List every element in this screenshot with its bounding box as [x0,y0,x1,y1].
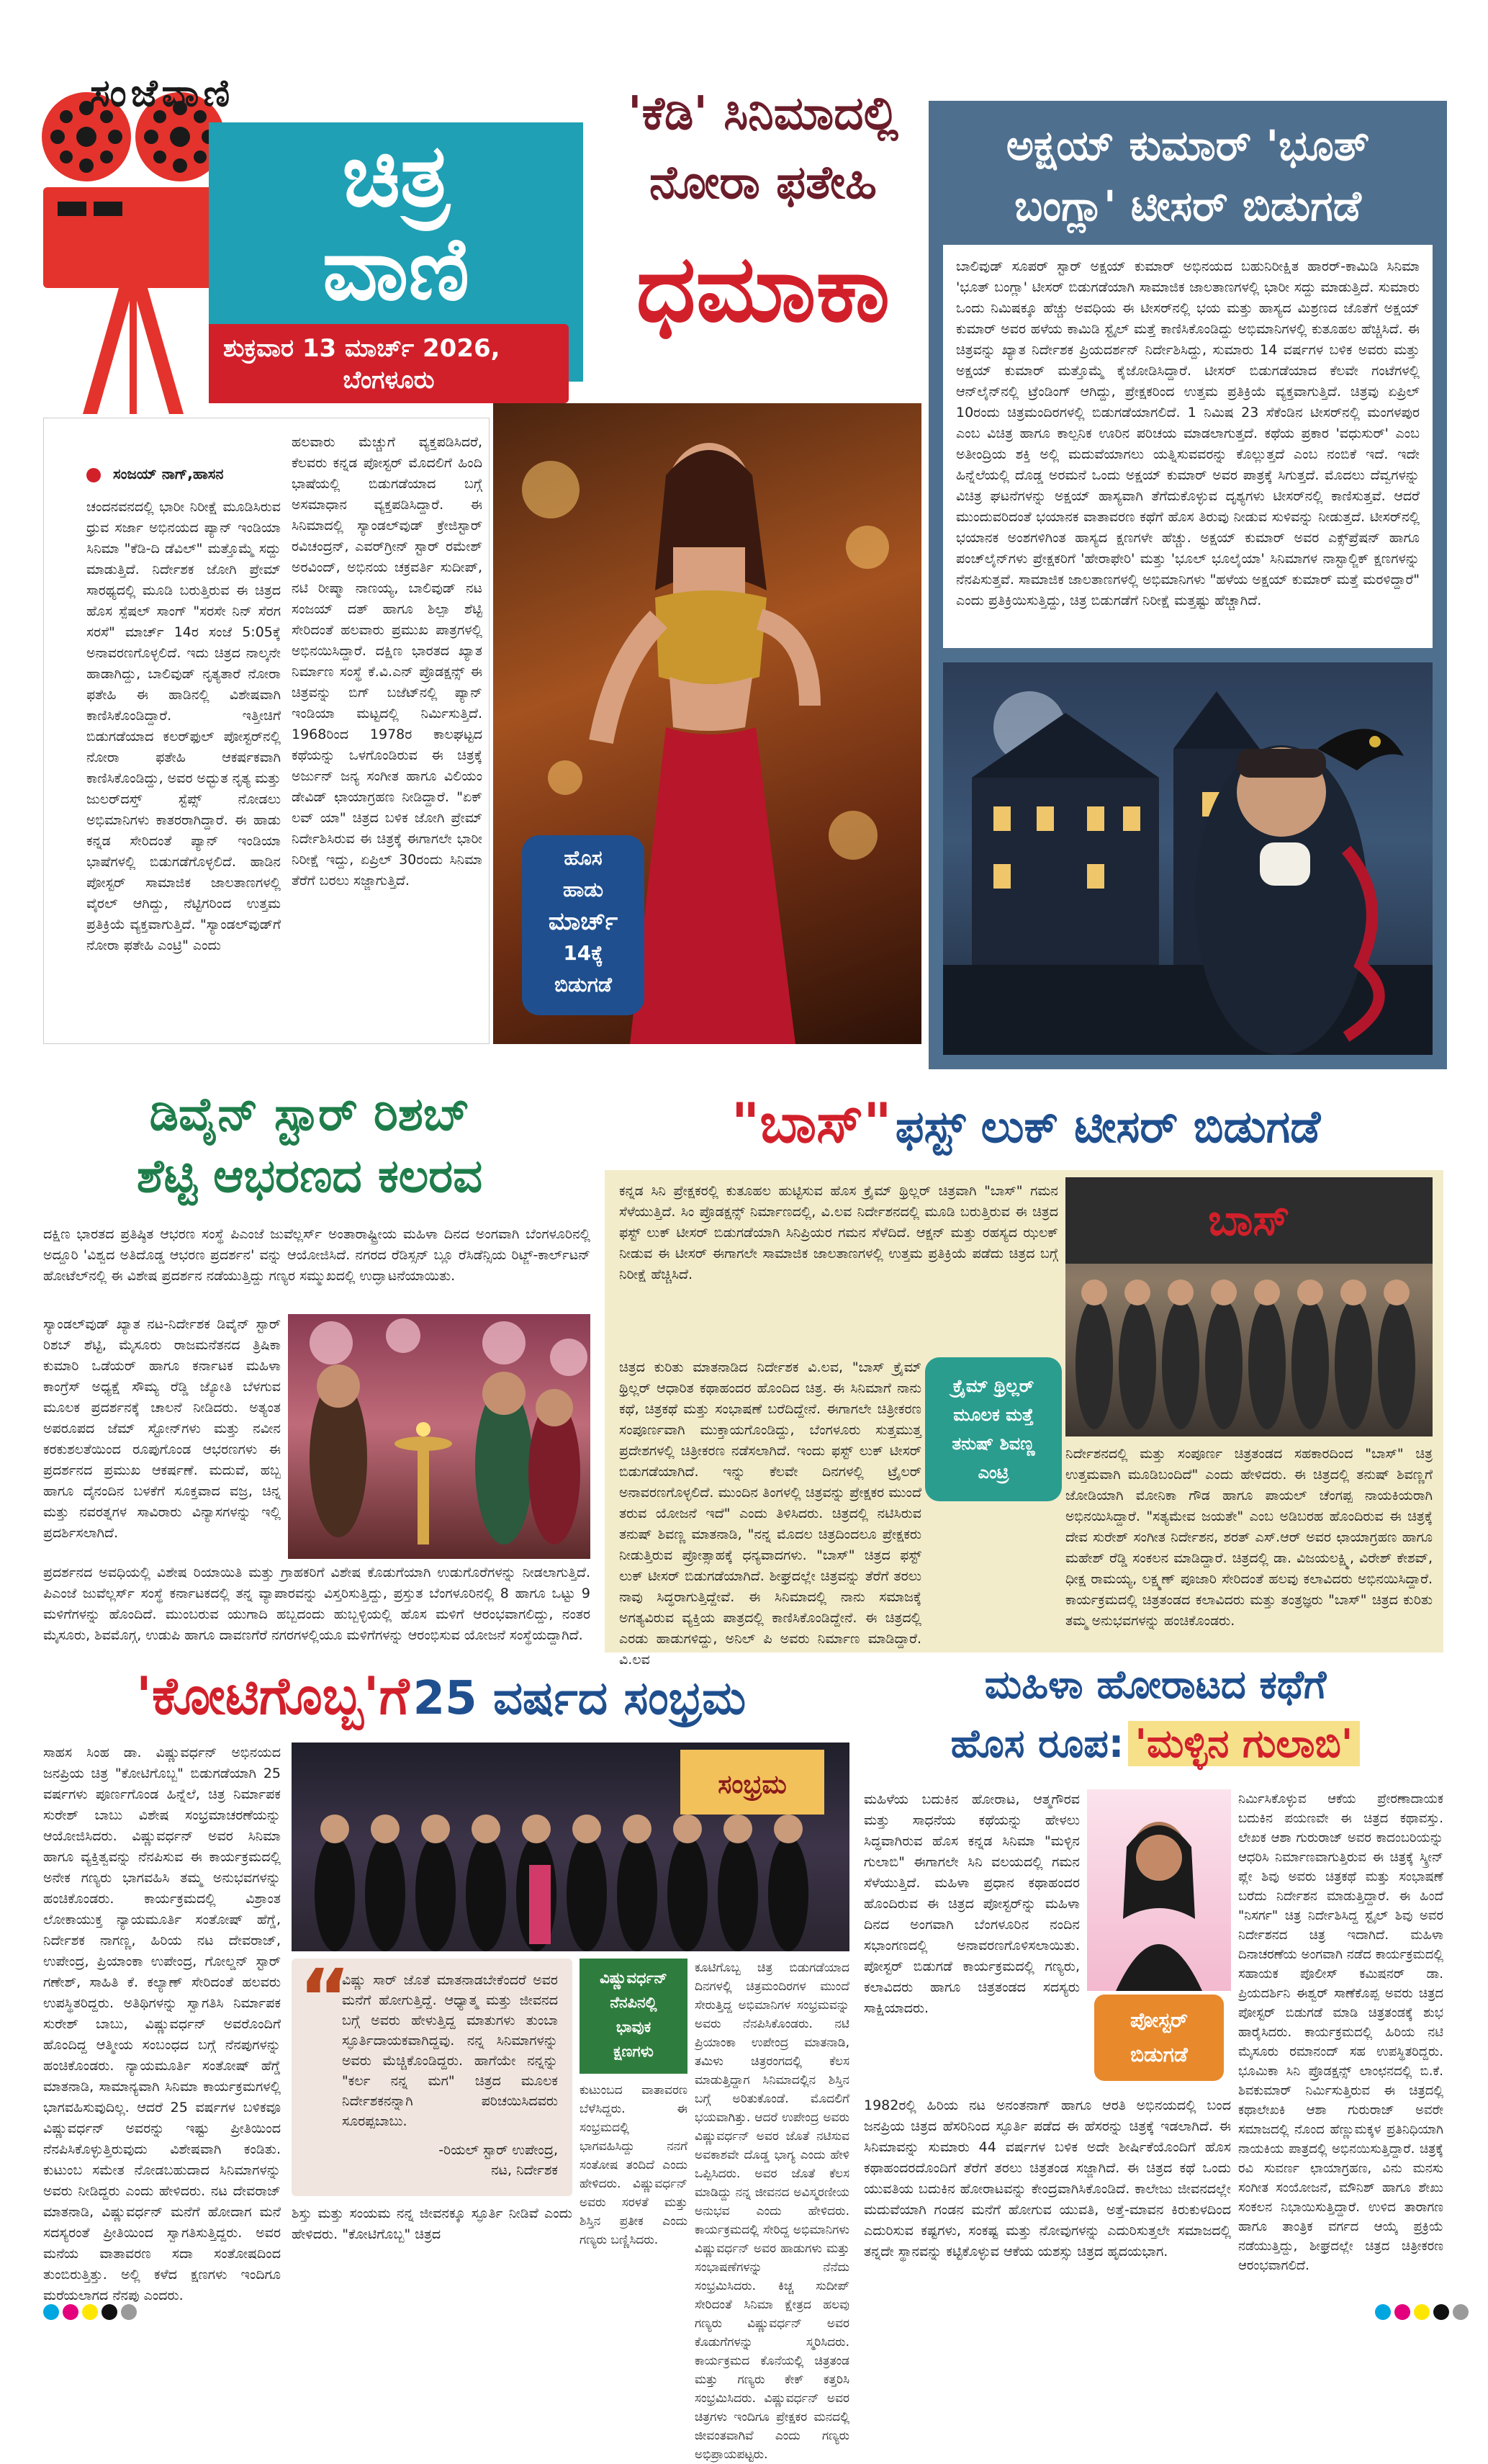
color-bar-left [43,2304,202,2321]
koti-column-end: ಶಿಸ್ತು ಮತ್ತು ಸಂಯಮ ನನ್ನ ಜೀವನಕ್ಕೂ ಸ್ಫೂರ್ತಿ ನೀಡಿವೆ ಎಂದು ಹೇಳಿದರು. "ಕೋಟಿಗೊಬ್ಬ" ಚಿತ್ರದ [292,2206,572,2242]
nora-badge-line2: ಹಾಡು [562,878,604,901]
rishab-article [22,1084,598,1653]
rishab-title-line1: ಡಿವೈನ್ ಸ್ಟಾರ್ ರಿಶಬ್ [149,1088,470,1141]
nora-column-2: ಹಲವಾರು ಮೆಚ್ಚುಗೆ ವ್ಯಕ್ತಪಡಿಸಿದರೆ, ಕೆಲವರು ಕನ್ನಡ ಪೋಸ್ಟರ್ ಮೊದಲಿಗೆ ಹಿಂದಿ ಭಾಷೆಯಲ್ಲಿ ಬಿಡುಗಡೆಯಾದ ಬಗ್ಗೆ ಅಸಮಾಧಾನ ವ್ಯಕ್ತಪಡಿಸಿದ್ದಾರೆ. ಈ ಸಿನಿಮಾದಲ್ಲಿ ಸ್ಯಾಂಡಲ್‌ವುಡ್ ಕ್ರೇಜಿಸ್ಟಾರ್ ರವಿಚಂದ್ರನ್, ಎವರ್‌ಗ್ರೀನ್ ಸ್ಟಾರ್ ರಮೇಶ್ ಅರವಿಂದ್, ಅಭಿನಯ ಚಕ್ರವರ್ತಿ ಸುದೀಪ್, ನಟಿ ರೀಷ್ಮಾ ನಾಣಯ್ಯ, ಬಾಲಿವುಡ್ ನಟ ಸಂಜಯ್ ದತ್ ಹಾಗೂ ಶಿಲ್ಪಾ ಶೆಟ್ಟಿ ಸೇರಿದಂತೆ ಹಲವಾರು ಪ್ರಮುಖ ಪಾತ್ರಗಳಲ್ಲಿ ಅಭಿನಯಿಸಿದ್ದಾರೆ. ದಕ್ಷಿಣ ಭಾರತದ ಖ್ಯಾತ ನಿರ್ಮಾಣ ಸಂಸ್ಥೆ ಕೆ.ವಿ.ಎನ್ ಪ್ರೊಡಕ್ಷನ್ಸ್ ಈ ಚಿತ್ರವನ್ನು ಬಿಗ್ ಬಜೆಟ್‌ನಲ್ಲಿ ಪ್ಯಾನ್ ಇಂಡಿಯಾ ಮಟ್ಟದಲ್ಲಿ ನಿರ್ಮಿಸುತ್ತಿದೆ. 1968ರಿಂದ 1978ರ ಕಾಲಘಟ್ಟದ ಕಥೆಯನ್ನು ಒಳಗೊಂಡಿರುವ ಈ ಚಿತ್ರಕ್ಕೆ ಅರ್ಜುನ್ ಜನ್ಯ ಸಂಗೀತ ಹಾಗೂ ವಿಲಿಯಂ ಡೇವಿಡ್ ಛಾಯಾಗ್ರಹಣ ನೀಡಿದ್ದಾರೆ. "ಏಕ್ ಲವ್ ಯಾ" ಚಿತ್ರದ ಬಳಿಕ ಜೋಗಿ ಪ್ರೇಮ್ ನಿರ್ದೇಶಿಸಿರುವ ಈ ಚಿತ್ರಕ್ಕೆ ಈಗಾಗಲೇ ಭಾರೀ ನಿರೀಕ್ಷೆ ಇದ್ದು, ಏಪ್ರಿಲ್ 30ರಂದು ಸಿನಿಮಾ ತೆರೆಗೆ ಬರಲು ಸಜ್ಜಾಗುತ್ತಿದೆ. [292,434,482,889]
black-swatch [1433,2304,1449,2320]
grey-swatch [121,2304,137,2320]
nora-article [43,418,921,1066]
boss-text-left: ಚಿತ್ರದ ಕುರಿತು ಮಾತನಾಡಿದ ನಿರ್ದೇಶಕ ವಿ.ಲವ, "ಬಾಸ್ ಕ್ರೈಮ್ ಥ್ರಿಲ್ಲರ್ ಆಧಾರಿತ ಕಥಾಹಂದರ ಹೊಂದಿದ ಚಿತ್ರ. ಈ ಸಿನಿಮಾಗೆ ನಾನು ಕಥೆ, ಚಿತ್ರಕಥೆ ಮತ್ತು ಸಂಭಾಷಣೆ ಬರೆದಿದ್ದೇನೆ. ಈಗಾಗಲೇ ಚಿತ್ರೀಕರಣ ಸಂಪೂರ್ಣವಾಗಿ ಮುಕ್ತಾಯಗೊಂಡಿದ್ದು, ಬೆಂಗಳೂರು ಸುತ್ತಮುತ್ತ ಪ್ರದೇಶಗಳಲ್ಲಿ ಚಿತ್ರೀಕರಣ ನಡೆಸಲಾಗಿದೆ. ಇಂದು ಫಸ್ಟ್ ಲುಕ್ ಟೀಸರ್ ಬಿಡುಗಡೆಯಾಗಿದೆ. ಇನ್ನು ಕೆಲವೇ ದಿನಗಳಲ್ಲಿ ಟ್ರೈಲರ್ ಅನಾವರಣಗೊಳ್ಳಲಿದೆ. ಮುಂದಿನ ತಿಂಗಳಲ್ಲಿ ಚಿತ್ರವನ್ನು ಪ್ರೇಕ್ಷಕರ ಮುಂದೆ ತರುವ ಯೋಜನೆ ಇದೆ" ಎಂದು ತಿಳಿಸಿದರು. ಚಿತ್ರದಲ್ಲಿ ನಟಿಸಿರುವ ತನುಷ್ ಶಿವಣ್ಣ ಮಾತನಾಡಿ, "ನನ್ನ ಮೊದಲ ಚಿತ್ರದಿಂದಲೂ ಪ್ರೇಕ್ಷಕರು ನೀಡುತ್ತಿರುವ ಪ್ರೋತ್ಸಾಹಕ್ಕೆ ಧನ್ಯವಾದಗಳು. "ಬಾಸ್" ಚಿತ್ರದ ಫಸ್ಟ್ ಲುಕ್ ಟೀಸರ್ ಬಿಡುಗಡೆಯಾಗಿದೆ. ಶೀಘ್ರದಲ್ಲೇ ಚಿತ್ರವನ್ನು ತೆರೆಗೆ ತರಲು ನಾವು ಸಿದ್ಧರಾಗುತ್ತಿದ್ದೇವೆ. ಈ ಸಿನಿಮಾದಲ್ಲಿ ನಾನು ಸಮಾಜಕ್ಕೆ ಅಗತ್ಯವಿರುವ ವ್ಯಕ್ತಿಯ ಪಾತ್ರದಲ್ಲಿ ಕಾಣಿಸಿಕೊಂಡಿದ್ದೇನೆ. ಈ ಚಿತ್ರದಲ್ಲಿ ಎರಡು ಹಾಡುಗಳಿದ್ದು, ಅನಿಲ್ ಪಿ ಅವರು ನಿರ್ಮಾಣ ಮಾಡಿದ್ದಾರೆ. ವಿ.ಲವ [619,1359,921,1668]
rishab-title-line2: ಶೆಟ್ಟಿ ಆಭರಣದ ಕಲರವ [136,1150,483,1203]
mallige-badge-line2: ಬಿಡುಗಡೆ [1130,2043,1188,2067]
koti-badge-line2: ನೆನಪಿನಲ್ಲಿ [610,1994,657,2011]
yellow-swatch [1414,2304,1430,2320]
boss-text-top: ಕನ್ನಡ ಸಿನಿ ಪ್ರೇಕ್ಷಕರಲ್ಲಿ ಕುತೂಹಲ ಹುಟ್ಟಿಸುವ ಹೊಸ ಕ್ರೈಮ್ ಥ್ರಿಲ್ಲರ್ ಚಿತ್ರವಾಗಿ "ಬಾಸ್" ಗಮನ ಸೆಳೆಯುತ್ತಿದೆ. ಸಿಂ ಪ್ರೊಡಕ್ಷನ್ಸ್ ನಿರ್ಮಾಣದಲ್ಲಿ, ವಿ.ಲವ ನಿರ್ದೇಶನದಲ್ಲಿ ಮೂಡಿ ಬರುತ್ತಿರುವ ಈ ಚಿತ್ರದ ಫಸ್ಟ್ ಲುಕ್ ಟೀಸರ್ ಬಿಡುಗಡೆಯಾಗಿ ಸಿನಿಪ್ರಿಯರ ಗಮನ ಸೆಳೆದಿದೆ. ಆಕ್ಷನ್ ಮತ್ತು ರಹಸ್ಯದ ಝಲಕ್ ನೀಡುವ ಈ ಟೀಸರ್ ಈಗಾಗಲೇ ಸಾಮಾಜಿಕ ಜಾಲತಾಣಗಳಲ್ಲಿ ಉತ್ತಮ ಪ್ರತಿಕ್ರಿಯೆ ಪಡೆದು ಚಿತ್ರದ ಬಗ್ಗೆ ನಿರೀಕ್ಷೆ ಹೆಚ್ಚಿಸಿದೆ. [619,1183,1058,1282]
akshay-title-line2: ಬಂಗ್ಲಾ' ಟೀಸರ್ ಬಿಡುಗಡೆ [1014,181,1361,230]
grey-swatch [1453,2304,1469,2320]
masthead [29,72,605,418]
nora-column-1: ಚಂದನವನದಲ್ಲಿ ಭಾರೀ ನಿರೀಕ್ಷೆ ಮೂಡಿಸಿರುವ ಧ್ರುವ ಸರ್ಜಾ ಅಭಿನಯದ ಪ್ಯಾನ್ ಇಂಡಿಯಾ ಸಿನಿಮಾ "ಕೆಡಿ-ದಿ ಡೆವಿಲ್" ಮತ್ತೊಮ್ಮೆ ಸದ್ದು ಮಾಡುತ್ತಿದೆ. ನಿರ್ದೇಶಕ ಜೋಗಿ ಪ್ರೇಮ್ ಸಾರಥ್ಯದಲ್ಲಿ ಮೂಡಿ ಬರುತ್ತಿರುವ ಈ ಚಿತ್ರದ ಹೊಸ ಸ್ಪೆಷಲ್ ಸಾಂಗ್ "ಸರಸೇ ನಿನ್ ಸೆರಗ ಸರಸೆ" ಮಾರ್ಚ್ 14ರ ಸಂಜೆ 5:05ಕ್ಕೆ ಅನಾವರಣಗೊಳ್ಳಲಿದೆ. ಇದು ಚಿತ್ರದ ನಾಲ್ಕನೇ ಹಾಡಾಗಿದ್ದು, ಬಾಲಿವುಡ್ ನೃತ್ಯತಾರೆ ನೋರಾ ಫತೇಹಿ ಈ ಹಾಡಿನಲ್ಲಿ ವಿಶೇಷವಾಗಿ ಕಾಣಿಸಿಕೊಂಡಿದ್ದಾರೆ. ಇತ್ತೀಚಿಗೆ ಬಿಡುಗಡೆಯಾದ ಕಲರ್‌ಫುಲ್ ಪೋಸ್ಟರ್‌ನಲ್ಲಿ ನೋರಾ ಫತೇಹಿ ಆಕರ್ಷಕವಾಗಿ ಕಾಣಿಸಿಕೊಂಡಿದ್ದು, ಅವರ ಅದ್ಭುತ ನೃತ್ಯ ಮತ್ತು ಜುಲರ್‌ದಸ್ತ್ ಸ್ಟೆಪ್ಸ್ ನೋಡಲು ಅಭಿಮಾನಿಗಳು ಕಾತರರಾಗಿದ್ದಾರೆ. ಈ ಹಾಡು ಕನ್ನಡ ಸೇರಿದಂತೆ ಪ್ಯಾನ್ ಇಂಡಿಯಾ ಭಾಷೆಗಳಲ್ಲಿ ಬಿಡುಗಡೆಗೊಳ್ಳಲಿದೆ. ಹಾಡಿನ ಪೋಸ್ಟರ್ ಸಾಮಾಜಿಕ ಜಾಲತಾಣಗಳಲ್ಲಿ ವೈರಲ್ ಆಗಿದ್ದು, ನೆಟ್ಟಿಗರಿಂದ ಉತ್ತಮ ಪ್ರತಿಕ್ರಿಯೆ ವ್ಯಕ್ತವಾಗುತ್ತಿದೆ. "ಸ್ಯಾಂಡಲ್‌ವುಡ್‌ಗೆ ನೋರಾ ಫತೇಹಿ ಎಂಟ್ರಿ" ಎಂದು [86,499,281,953]
boss-title [605,1084,1447,1163]
nora-title-line3: ಧಮಾಕಾ [636,235,890,343]
koti-event-photo [292,1743,849,1951]
koti-column-1: ಸಾಹಸ ಸಿಂಹ ಡಾ. ವಿಷ್ಣುವರ್ಧನ್ ಅಭಿನಯದ ಜನಪ್ರಿಯ ಚಿತ್ರ "ಕೋಟಿಗೊಬ್ಬ" ಬಿಡುಗಡೆಯಾಗಿ 25 ವರ್ಷಗಳು ಪೂರ್ಣಗೊಂಡ ಹಿನ್ನೆಲೆ, ಚಿತ್ರ ನಿರ್ಮಾಪಕ ಸುರೇಶ್ ಬಾಬು ವಿಶೇಷ ಸಂಭ್ರಮಾಚರಣೆಯನ್ನು ಆಯೋಜಿಸಿದರು. ವಿಷ್ಣುವರ್ಧನ್ ಅವರ ಸಿನಿಮಾ ಹಾಗೂ ವ್ಯಕ್ತಿತ್ವವನ್ನು ನೆನಪಿಸುವ ಈ ಕಾರ್ಯಕ್ರಮದಲ್ಲಿ ಅನೇಕ ಗಣ್ಯರು ಭಾಗವಹಿಸಿ ತಮ್ಮ ಅನುಭವಗಳನ್ನು ಹಂಚಿಕೊಂಡರು. ಕಾರ್ಯಕ್ರಮದಲ್ಲಿ ವಿಶ್ರಾಂತ ಲೋಕಾಯುಕ್ತ ನ್ಯಾಯಮೂರ್ತಿ ಸಂತೋಷ್ ಹೆಗ್ಡೆ, ನಿರ್ದೇಶಕ ನಾಗಣ್ಣ, ಹಿರಿಯ ನಟ ದೇವರಾಜ್, ಉಪೇಂದ್ರ, ಪ್ರಿಯಾಂಕಾ ಉಪೇಂದ್ರ, ಗೋಲ್ಡನ್ ಸ್ಟಾರ್ ಗಣೇಶ್, ಸಾಹಿತಿ ಕೆ. ಕಲ್ಯಾಣ್ ಸೇರಿದಂತೆ ಹಲವರು ಉಪಸ್ಥಿತರಿದ್ದರು. ಅತಿಥಿಗಳನ್ನು ಸ್ವಾಗತಿಸಿ ನಿರ್ಮಾಪಕ ಸುರೇಶ್ ಬಾಬು, ವಿಷ್ಣುವರ್ಧನ್ ಅವರೊಂದಿಗೆ ಹೊಂದಿದ್ದ ಆತ್ಮೀಯ ಸಂಬಂಧದ ಬಗ್ಗೆ ನೆನಪುಗಳನ್ನು ಹಂಚಿಕೊಂಡರು. ನ್ಯಾಯಮೂರ್ತಿ ಸಂತೋಷ್ ಹೆಗ್ಡೆ ಮಾತನಾಡಿ, ಸಾಮಾನ್ಯವಾಗಿ ಸಿನಿಮಾ ಕಾರ್ಯಕ್ರಮಗಳಲ್ಲಿ ಭಾಗವಹಿಸುವುದಿಲ್ಲ. ಆದರೆ 25 ವರ್ಷಗಳ ಬಳಿಕವೂ ವಿಷ್ಣುವರ್ಧನ್ ಅವರನ್ನು ಇಷ್ಟು ಪ್ರೀತಿಯಿಂದ ನೆನಪಿಸಿಕೊಳ್ಳುತ್ತಿರುವುದು ವಿಶೇಷವಾಗಿ ಕಂಡಿತು. ಕುಟುಂಬ ಸಮೇತ ನೋಡಬಹುದಾದ ಸಿನಿಮಾಗಳನ್ನು ಅವರು ನೀಡಿದ್ದರು ಎಂದು ಹೇಳಿದರು. ನಟ ದೇವರಾಜ್ ಮಾತನಾಡಿ, ವಿಷ್ಣುವರ್ಧನ್ ಮನೆಗೆ ಹೋದಾಗ ಮನೆ ಸದಸ್ಯರಂತೆ ಪ್ರೀತಿಯಿಂದ ಸ್ವಾಗತಿಸುತ್ತಿದ್ದರು. ಅವರ ಮನೆಯ ವಾತಾವರಣ ಸದಾ ಸಂತೋಷದಿಂದ ತುಂಬಿರುತ್ತಿತ್ತು. ಅಲ್ಲಿ ಕಳೆದ ಕ್ಷಣಗಳು ಇಂದಿಗೂ ಮರೆಯಲಾಗದ ನೆನಪು ಎಂದರು. [43,1745,281,2303]
byline-dot-icon [86,468,101,482]
koti-title [22,1656,860,1735]
rishab-text-bottom: ಪ್ರದರ್ಶನದ ಅವಧಿಯಲ್ಲಿ ವಿಶೇಷ ರಿಯಾಯಿತಿ ಮತ್ತು ಗ್ರಾಹಕರಿಗೆ ವಿಶೇಷ ಕೊಡುಗೆಯಾಗಿ ಉಡುಗೊರೆಗಳನ್ನು ನೀಡಲಾಗುತ್ತಿದೆ. ಪಿಎಂಜೆ ಜುವೆಲ್ಲರ್ಸ್ ಸಂಸ್ಥೆ ಕರ್ನಾಟಕದಲ್ಲಿ ತನ್ನ ವ್ಯಾಪಾರವನ್ನು ವಿಸ್ತರಿಸುತ್ತಿದ್ದು, ಪ್ರಸ್ತುತ ಬೆಂಗಳೂರಿನಲ್ಲಿ 8 ಹಾಗೂ ಒಟ್ಟು 9 ಮಳಿಗೆಗಳನ್ನು ಹೊಂದಿದೆ. ಮುಂಬರುವ ಯುಗಾದಿ ಹಬ್ಬದಂದು ಹುಬ್ಬಳ್ಳಿಯಲ್ಲಿ ಹೊಸ ಮಳಿಗೆ ಆರಂಭವಾಗಲಿದ್ದು, ನಂತರ ಮೈಸೂರು, ಶಿವಮೊಗ್ಗ, ಉಡುಪಿ ಹಾಗೂ ದಾವಣಗೆರೆ ನಗರಗಳಲ್ಲಿಯೂ ಮಳಿಗೆಗಳನ್ನು ಆರಂಭಿಸುವ ಯೋಜನೆ ಸಂಸ್ಥೆಯದ್ದಾಗಿದೆ. [43,1565,590,1643]
cyan-swatch [43,2304,59,2320]
magenta-swatch [1394,2304,1410,2320]
rishab-text-left: ಸ್ಯಾಂಡಲ್‌ವುಡ್ ಖ್ಯಾತ ನಟ-ನಿರ್ದೇಶಕ ಡಿವೈನ್ ಸ್ಟಾರ್ ರಿಶಬ್ ಶೆಟ್ಟಿ, ಮೈಸೂರು ರಾಜಮನೆತನದ ತ್ರಿಷಿಕಾ ಕುಮಾರಿ ಒಡೆಯರ್ ಹಾಗೂ ಕರ್ನಾಟಕ ಮಹಿಳಾ ಕಾಂಗ್ರೆಸ್ ಅಧ್ಯಕ್ಷೆ ಸೌಮ್ಯ ರೆಡ್ಡಿ ಜ್ಯೋತಿ ಬೆಳಗುವ ಮೂಲಕ ಪ್ರದರ್ಶನಕ್ಕೆ ಚಾಲನೆ ನೀಡಿದರು. ಅತ್ಯಂತ ಅಪರೂಪದ ಜೆಮ್ ಸ್ಟೋನ್‌ಗಳು ಮತ್ತು ನವೀನ ಕರಕುಶಲತೆಯಿಂದ ರೂಪುಗೊಂಡ ಆಭರಣಗಳು ಈ ಪ್ರದರ್ಶನದ ಪ್ರಮುಖ ಆಕರ್ಷಣೆ. ಮದುವೆ, ಹಬ್ಬ ಹಾಗೂ ದೈನಂದಿನ ಬಳಕೆಗೆ ಸೂಕ್ತವಾದ ವಜ್ರ, ಚಿನ್ನ ಮತ್ತು ನವರತ್ನಗಳ ಸಾವಿರಾರು ವಿನ್ಯಾಸಗಳನ್ನು ಇಲ್ಲಿ ಪ್ರದರ್ಶಿಸಲಾಗಿದೆ. [43,1316,281,1541]
lamp-lighting-icon [288,1314,590,1559]
group-people-icon [1065,1177,1433,1436]
brand-logo: ಸಂಜೆವಾಣಿ [90,72,235,115]
nora-title-line1: 'ಕೆಡಿ' ಸಿನಿಮಾದಲ್ಲಿ [628,87,898,140]
boss-article [605,1084,1447,1668]
nora-badge-line3: ಮಾರ್ಚ್ [548,907,618,936]
rishab-text-top: ದಕ್ಷಿಣ ಭಾರತದ ಪ್ರತಿಷ್ಠಿತ ಆಭರಣ ಸಂಸ್ಥೆ ಪಿಎಂಜೆ ಜುವೆಲ್ಲರ್ಸ್ ಅಂತಾರಾಷ್ಟ್ರೀಯ ಮಹಿಳಾ ದಿನದ ಅಂಗವಾಗಿ ಬೆಂಗಳೂರಿನಲ್ಲಿ ಅದ್ದೂರಿ 'ವಿಶ್ವದ ಅತಿದೊಡ್ಡ ಆಭರಣ ಪ್ರದರ್ಶನ' ವನ್ನು ಆಯೋಜಿಸಿದೆ. ನಗರದ ರೆಡಿಸ್ಸನ್ ಬ್ಲೂ ರೆಸಿಡೆನ್ಸಿಯ ರಿಟ್ಜ್-ಕಾರ್ಲ್‌ಟನ್ ಹೋಟೆಲ್‌ನಲ್ಲಿ ಈ ವಿಶೇಷ ಪ್ರದರ್ಶನ ನಡೆಯುತ್ತಿದ್ದು ಗಣ್ಯರ ಸಮ್ಮುಖದಲ್ಲಿ ಉದ್ಘಾಟನೆಯಾಯಿತು. [43,1226,590,1284]
mallige-column-1-bottom: 1982ರಲ್ಲಿ ಹಿರಿಯ ನಟ ಅನಂತನಾಗ್ ಹಾಗೂ ಆರತಿ ಅಭಿನಯದಲ್ಲಿ ಬಂದ ಜನಪ್ರಿಯ ಚಿತ್ರದ ಹೆಸರಿನಿಂದ ಸ್ಫೂರ್ತಿ ಪಡೆದ ಈ ಹೆಸರನ್ನು ಚಿತ್ರಕ್ಕೆ ಇಡಲಾಗಿದೆ. ಈ ಸಿನಿಮಾವನ್ನು ಸುಮಾರು 44 ವರ್ಷಗಳ ಬಳಿಕ ಅದೇ ಶೀರ್ಷಿಕೆಯೊಂದಿಗೆ ಹೊಸ ಕಥಾಹಂದರದೊಂದಿಗೆ ತೆರೆಗೆ ತರಲು ಚಿತ್ರತಂಡ ಸಜ್ಜಾಗಿದೆ. ಈ ಚಿತ್ರದ ಕಥೆ ಒಂದು ಯುವತಿಯ ಬದುಕಿನ ಹೋರಾಟವನ್ನು ಕೇಂದ್ರವಾಗಿಸಿಕೊಂಡಿದೆ. ಕಾಲೇಜು ಜೀವನದಲ್ಲೇ ಮದುವೆಯಾಗಿ ಗಂಡನ ಮನೆಗೆ ಹೋಗುವ ಯುವತಿ, ಅತ್ತೆ-ಮಾವನ ಕಿರುಕುಳದಿಂದ ಎದುರಿಸುವ ಕಷ್ಟಗಳು, ಸಂಕಷ್ಟ ಮತ್ತು ನೋವುಗಳನ್ನು ಎದುರಿಸುತ್ತಲೇ ಸಮಾಜದಲ್ಲಿ ತನ್ನದೇ ಸ್ಥಾನವನ್ನು ಕಟ್ಟಿಕೊಳ್ಳುವ ಆಕೆಯ ಯಶಸ್ಸು ಚಿತ್ರದ ಹೃದಯಭಾಗ. [864,2097,1231,2260]
cyan-swatch [1375,2304,1391,2320]
byline-text: ಸಂಜಯ್ ನಾಗ್,ಹಾಸನ [112,465,224,482]
mallige-column-1-top: ಮಹಿಳೆಯ ಬದುಕಿನ ಹೋರಾಟ, ಆತ್ಮಗೌರವ ಮತ್ತು ಸಾಧನೆಯ ಕಥೆಯನ್ನು ಹೇಳಲು ಸಿದ್ಧವಾಗಿರುವ ಹೊಸ ಕನ್ನಡ ಸಿನಿಮಾ "ಮಳ್ಳಿನ ಗುಲಾಬಿ" ಈಗಾಗಲೇ ಸಿನಿ ವಲಯದಲ್ಲಿ ಗಮನ ಸೆಳೆಯುತ್ತಿದೆ. ಮಹಿಳಾ ಪ್ರಧಾನ ಕಥಾಹಂದರ ಹೊಂದಿರುವ ಈ ಚಿತ್ರದ ಪೋಸ್ಟರ್‌ನ್ನು ಮಹಿಳಾ ದಿನದ ಅಂಗವಾಗಿ ಬೆಂಗಳೂರಿನ ನಂದಿನ ಸಭಾಂಗಣದಲ್ಲಿ ಅನಾವರಣಗೊಳಿಸಲಾಯಿತು. ಪೋಸ್ಟರ್ ಬಿಡುಗಡೆ ಕಾರ್ಯಕ್ರಮದಲ್ಲಿ ಗಣ್ಯರು, ಕಲಾವಿದರು ಹಾಗೂ ಚಿತ್ರತಂಡದ ಸದಸ್ಯರು ಸಾಕ್ಷಿಯಾದರು. [864,1791,1080,2016]
boss-title-rest: ಫಸ್ಟ್ ಲುಕ್ ಟೀಸರ್ ಬಿಡುಗಡೆ [895,1100,1321,1153]
date-banner [209,324,569,403]
nora-title-line2: ನೋರಾ ಫತೇಹಿ [649,156,878,210]
koti-quote-text: ವಿಷ್ಣು ಸಾರ್ ಜೊತೆ ಮಾತನಾಡಬೇಕೆಂದರೆ ಅವರ ಮನೆಗೆ ಹೋಗುತ್ತಿದ್ದೆ. ಆಧ್ಯಾತ್ಮ ಮತ್ತು ಜೀವನದ ಬಗ್ಗೆ ಅವರು ಹೇಳುತ್ತಿದ್ದ ಮಾತುಗಳು ತುಂಬಾ ಸ್ಫೂರ್ತಿದಾಯಕವಾಗಿದ್ದವು. ನನ್ನ ಸಿನಿಮಾಗಳನ್ನು ಅವರು ಮೆಚ್ಚಿಕೊಂಡಿದ್ದರು. ಹಾಗೆಯೇ ನನ್ನನ್ನು "ಕರ್ಲ ನನ್ನ ಮಗ" ಚಿತ್ರದ ಮೂಲಕ ನಿರ್ದೇಶಕನನ್ನಾಗಿ ಪರಿಚಯಿಸಿದವರು ಸೂರಪ್ಪಬಾಬು. [342,1972,558,2129]
celebration-group-icon [292,1743,849,1951]
nora-badge-line5: ಬಿಡುಗಡೆ [554,973,612,997]
boss-badge [925,1357,1062,1501]
akshay-article [929,101,1447,1069]
mallige-title-line2 [864,1714,1447,1784]
koti-title-quoted: 'ಕೋಟಿಗೊಬ್ಬ'ಗೆ [135,1665,410,1726]
akshay-title-line1: ಅಕ್ಷಯ್ ಕುಮಾರ್ 'ಭೂತ್ [1006,121,1370,170]
boss-badge-line2: ಮೂಲಕ ಮತ್ತೆ [953,1405,1034,1425]
mallige-badge [1094,1995,1224,2081]
akshay-body-text: ಬಾಲಿವುಡ್ ಸೂಪರ್ ಸ್ಟಾರ್ ಅಕ್ಷಯ್ ಕುಮಾರ್ ಅಭಿನಯದ ಬಹುನಿರೀಕ್ಷಿತ ಹಾರರ್-ಕಾಮಿಡಿ ಸಿನಿಮಾ 'ಭೂತ್ ಬಂಗ್ಲಾ' ಟೀಸರ್ ಬಿಡುಗಡೆಯಾಗಿ ಸಾಮಾಜಿಕ ಜಾಲತಾಣಗಳಲ್ಲಿ ಭಾರೀ ಸದ್ದು ಮಾಡುತ್ತಿದೆ. ಸುಮಾರು ಒಂದು ನಿಮಿಷಕ್ಕೂ ಹೆಚ್ಚು ಅವಧಿಯ ಈ ಟೀಸರ್‌ನಲ್ಲಿ ಭಯ ಮತ್ತು ಹಾಸ್ಯದ ಮಿಶ್ರಣದ ಜೊತೆಗೆ ಅಕ್ಷಯ್ ಕುಮಾರ್ ಅವರ ಹಳೆಯ ಕಾಮಿಡಿ ಸ್ಟೈಲ್ ಮತ್ತೆ ಕಾಣಿಸಿಕೊಂಡಿದ್ದು ಅಭಿಮಾನಿಗಳಲ್ಲಿ ಕುತೂಹಲ ಹೆಚ್ಚಿಸಿದೆ. ಈ ಚಿತ್ರವನ್ನು ಖ್ಯಾತ ನಿರ್ದೇಶಕ ಪ್ರಿಯದರ್ಶನ್ ನಿರ್ದೇಶಿಸಿದ್ದು, ಸುಮಾರು 14 ವರ್ಷಗಳ ಬಳಿಕ ಅವರು ಮತ್ತು ಅಕ್ಷಯ್ ಕುಮಾರ್ ಮತ್ತೊಮ್ಮೆ ಕೈಜೋಡಿಸಿದ್ದಾರೆ. ಟೀಸರ್ ಬಿಡುಗಡೆಯಾದ ಕೆಲವೇ ಗಂಟೆಗಳಲ್ಲಿ ಆನ್‌ಲೈನ್‌ನಲ್ಲಿ ಟ್ರೆಂಡಿಂಗ್ ಆಗಿದ್ದು, ಪ್ರೇಕ್ಷಕರಿಂದ ಉತ್ತಮ ಪ್ರತಿಕ್ರಿಯೆ ವ್ಯಕ್ತವಾಗುತ್ತಿದೆ. ಚಿತ್ರವು ಏಪ್ರಿಲ್ 10ರಂದು ಚಿತ್ರಮಂದಿರಗಳಲ್ಲಿ ಬಿಡುಗಡೆಯಾಗಲಿದೆ. 1 ನಿಮಿಷ 23 ಸೆಕೆಂಡಿನ ಟೀಸರ್‌ನಲ್ಲಿ ಮಂಗಳಪುರ ಎಂಬ ವಿಚಿತ್ರ ಹಾಗೂ ಕಾಲ್ಪನಿಕ ಊರಿನ ಪರಿಚಯ ಮಾಡಲಾಗುತ್ತದೆ. ಕಥೆಯ ಪ್ರಕಾರ 'ವಧುಸುರ್' ಎಂಬ ಅತೀಂದ್ರಿಯ ಶಕ್ತಿ ಅಲ್ಲಿ ಮದುವೆಯಾಗಲು ಯತ್ನಿಸುವವರನ್ನು ಕೊಲ್ಲುತ್ತದೆ ಎಂಬ ನಂಬಿಕೆ ಇದೆ. ಇದೇ ಹಿನ್ನೆಲೆಯಲ್ಲಿ ದೊಡ್ಡ ಅರಮನೆ ಒಂದು ಅಕ್ಷಯ್ ಕುಮಾರ್ ಅವರ ಪಾತ್ರಕ್ಕೆ ಸಿಗುತ್ತದೆ. ಮೊದಲು ದೆವ್ವಗಳನ್ನು ವಿಚಿತ್ರ ಘಟನೆಗಳನ್ನು ಅಕ್ಷಯ್ ಹಾಸ್ಯವಾಗಿ ತೆಗೆದುಕೊಳ್ಳುವ ದೃಶ್ಯಗಳು ಟೀಸರ್‌ನಲ್ಲಿ ಕಾಣಿಸುತ್ತವೆ. ಆದರೆ ಮುಂದುವರಿದಂತೆ ಭಯಾನಕ ವಾತಾವರಣ ಕಥೆಗೆ ಹೊಸ ತಿರುವು ನೀಡುವ ಸುಳಿವನ್ನು ನೀಡುತ್ತದೆ. ಟೀಸರ್‌ನಲ್ಲಿ ಭಯಾನಕ ಅಂಶಗಳಿಗಿಂತ ಹಾಸ್ಯದ ಕ್ಷಣಗಳೇ ಹೆಚ್ಚು. ಅಕ್ಷಯ್ ಕುಮಾರ್ ಅವರ ಎಕ್ಸ್‌ಪ್ರೆಷನ್ ಹಾಗೂ ಪಂಚ್‌ಲೈನ್‌ಗಳು ಪ್ರೇಕ್ಷಕರಿಗೆ 'ಹೇರಾಫೇರಿ' ಮತ್ತು 'ಭೂಲ್ ಭೂಲೈಯಾ' ಸಿನಿಮಾಗಳ ನಾಸ್ಟಾಲ್ಜಿಕ್ ಕ್ಷಣಗಳನ್ನು ನೆನಪಿಸುತ್ತವೆ. ಸಾಮಾಜಿಕ ಜಾಲತಾಣಗಳಲ್ಲಿ ಅಭಿಮಾನಿಗಳು "ಹಳೆಯ ಅಕ್ಷಯ್ ಕುಮಾರ್ ಮತ್ತೆ ಮರಳಿದ್ದಾರೆ" ಎಂದು ಪ್ರತಿಕ್ರಿಯಿಸುತ್ತಿದ್ದು, ಚಿತ್ರ ಬಿಡುಗಡೆಗೆ ನಿರೀಕ್ಷೆ ಮತ್ತಷ್ಟು ಹೆಚ್ಚಾಗಿದೆ. [943,245,1433,648]
koti-quote-box [292,1952,572,2196]
mallige-poster-photo [1087,1789,1231,1991]
boss-badge-line4: ಎಂಟ್ರಿ [978,1462,1009,1483]
boss-badge-line3: ತನುಷ್ ಶಿವಣ್ಣ [952,1434,1035,1454]
nora-badge-line4: 14ಕ್ಕೆ [563,941,603,965]
haunted-mansion-icon [943,662,1433,1055]
city-text: ಬೆಂಗಳೂರು [343,366,435,395]
magenta-swatch [63,2304,78,2320]
quote-mark-icon: “ [299,1952,351,2044]
mallige-badge-line1: ಪೋಸ್ಟರ್ [1129,2008,1189,2032]
koti-column-2: ಕೂಟಿಗೊಬ್ಬ ಚಿತ್ರ ಬಿಡುಗಡೆಯಾದ ದಿನಗಳಲ್ಲಿ ಚಿತ್ರಮಂದಿರಗಳ ಮುಂದೆ ಸೇರುತ್ತಿದ್ದ ಅಭಿಮಾನಿಗಳ ಸಂಭ್ರಮವನ್ನು ಅವರು ನೆನಪಿಸಿಕೊಂಡರು. ನಟಿ ಪ್ರಿಯಾಂಕಾ ಉಪೇಂದ್ರ ಮಾತನಾಡಿ, ತಮಿಳು ಚಿತ್ರರಂಗದಲ್ಲಿ ಕೆಲಸ ಮಾಡುತ್ತಿದ್ದಾಗ ಸಿನಿಮಾದಲ್ಲಿನ ಶಿಸ್ತಿನ ಬಗ್ಗೆ ಅರಿತುಕೊಂಡೆ. ಮೊದಲಿಗೆ ಭಯವಾಗಿತ್ತು. ಆದರೆ ಉಪೇಂದ್ರ ಅವರು ವಿಷ್ಣುವರ್ಧನ್ ಅವರ ಜೊತೆ ನಟಿಸುವ ಅವಕಾಶವೇ ದೊಡ್ಡ ಭಾಗ್ಯ ಎಂದು ಹೇಳಿ ಒಪ್ಪಿಸಿದರು. ಅವರ ಜೊತೆ ಕೆಲಸ ಮಾಡಿದ್ದು ನನ್ನ ಜೀವನದ ಅವಿಸ್ಮರಣೀಯ ಅನುಭವ ಎಂದು ಹೇಳಿದರು. ಕಾರ್ಯಕ್ರಮದಲ್ಲಿ ಸೇರಿದ್ದ ಅಭಿಮಾನಿಗಳು ವಿಷ್ಣುವರ್ಧನ್ ಅವರ ಹಾಡುಗಳು ಮತ್ತು ಸಂಭಾಷಣೆಗಳನ್ನು ನೆನೆದು ಸಂಭ್ರಮಿಸಿದರು. ಕಿಚ್ಚ ಸುದೀಪ್ ಸೇರಿದಂತೆ ಸಿನಿಮಾ ಕ್ಷೇತ್ರದ ಹಲವು ಗಣ್ಯರು ವಿಷ್ಣುವರ್ಧನ್ ಅವರ ಕೊಡುಗೆಗಳನ್ನು ಸ್ಮರಿಸಿದರು. ಕಾರ್ಯಕ್ರಮದ ಕೊನೆಯಲ್ಲಿ ಚಿತ್ರತಂಡ ಮತ್ತು ಗಣ್ಯರು ಕೇಕ್ ಕತ್ತರಿಸಿ ಸಂಭ್ರಮಿಸಿದರು. ವಿಷ್ಣುವರ್ಧನ್ ಅವರ ಚಿತ್ರಗಳು ಇಂದಿಗೂ ಪ್ರೇಕ್ಷಕರ ಮನದಲ್ಲಿ ಜೀವಂತವಾಗಿವೆ ಎಂದು ಗಣ್ಯರು ಅಭಿಪ್ರಾಯಪಟ್ಟರು. [695,1961,849,2462]
color-bar-right [1310,2304,1469,2321]
yellow-swatch [82,2304,98,2320]
boss-title-quoted: "ಬಾಸ್" [731,1091,892,1155]
black-swatch [102,2304,117,2320]
nora-photo [493,403,921,1044]
section-title-line2: ವಾಣಿ [322,220,470,320]
nora-song-badge [522,835,644,1015]
koti-quote-author-line1: -ರಿಯಲ್ ಸ್ಟಾರ್ ಉಪೇಂದ್ರ, [438,2142,558,2158]
boss-badge-line1: ಕ್ರೈಮ್ ಥ್ರಿಲ್ಲರ್ [952,1376,1034,1396]
koti-column-mid: ಕುಟುಂಬದ ವಾತಾವರಣ ಬೆಳೆಸಿದ್ದರು. ಈ ಸಂಭ್ರಮದಲ್ಲಿ ಭಾಗವಹಿಸಿದ್ದು ನನಗೆ ಸಂತೋಷ ತಂದಿದೆ ಎಂದು ಹೇಳಿದರು. ವಿಷ್ಣುವರ್ಧನ್ ಅವರು ಸರಳತೆ ಮತ್ತು ಶಿಸ್ತಿನ ಪ್ರತೀಕ ಎಂದು ಗಣ್ಯರು ಬಣ್ಣಿಸಿದರು. [580,2083,687,2247]
rishab-event-photo [288,1314,590,1559]
mallige-title-line1: ಮಹಿಳಾ ಹೋರಾಟದ ಕಥೆಗೆ [984,1662,1327,1707]
koti-title-rest: 25 ವರ್ಷದ ಸಂಭ್ರಮ [412,1672,747,1725]
woman-portrait-icon [1087,1789,1231,1991]
kotigobba-article [22,1656,860,2462]
mallige-title-line2a: ಹೊಸ ರೂಪ: [950,1721,1124,1766]
koti-badge-line3: ಭಾವುಕ [616,2018,651,2036]
banner-word-text: ಸಂಭ್ರಮ [718,1770,787,1799]
date-text: ಶುಕ್ರವಾರ 13 ಮಾರ್ಚ್ 2026, [223,334,500,363]
koti-badge-line4: ಕ್ಷಣಗಳು [613,2043,654,2060]
koti-badge [580,1959,687,2074]
poster-title-text: ಬಾಸ್ [1208,1195,1290,1246]
koti-badge-line1: ವಿಷ್ಣುವರ್ಧನ್ [600,1969,667,1987]
mallige-article [864,1656,1447,2275]
koti-quote-author-line2: ನಟ, ನಿರ್ದೇಶಕ [491,2162,558,2178]
boss-text-right: ನಿರ್ದೇಶನದಲ್ಲಿ ಮತ್ತು ಸಂಪೂರ್ಣ ಚಿತ್ರತಂಡದ ಸಹಕಾರದಿಂದ "ಬಾಸ್" ಚಿತ್ರ ಉತ್ತಮವಾಗಿ ಮೂಡಿಬಂದಿದೆ" ಎಂದು ಹೇಳಿದರು. ಈ ಚಿತ್ರದಲ್ಲಿ ತನುಷ್ ಶಿವಣ್ಣಗೆ ಜೋಡಿಯಾಗಿ ಮೋನಿಕಾ ಗೌಡ ಹಾಗೂ ಪಾಯಲ್ ಚೆಂಗಪ್ಪ ನಾಯಕಿಯರಾಗಿ ಅಭಿನಯಿಸಿದ್ದಾರೆ. "ಸತ್ಯಮೇವ ಜಯತೇ" ಎಂಬ ಅಡಿಬರಹ ಹೊಂದಿರುವ ಈ ಚಿತ್ರಕ್ಕೆ ದೇವ ಸುರೇಶ್ ಸಂಗೀತ ನಿರ್ದೇಶನ, ಶರತ್ ಎಸ್.ಆರ್ ಅವರ ಛಾಯಾಗ್ರಹಣ ಹಾಗೂ ಮಹೇಶ್ ರೆಡ್ಡಿ ಸಂಕಲನ ಮಾಡಿದ್ದಾರೆ. ಚಿತ್ರದಲ್ಲಿ ಡಾ. ವಿಜಯಲಕ್ಷ್ಮಿ, ವಿರೇಶ್ ಕೇಶವ್, ಧೀಕ್ಷ ರಾಮಯ್ಯ, ಲಕ್ಷ್ಮಣ್ ಪೂಜಾರಿ ಸೇರಿದಂತೆ ಹಲವು ಕಲಾವಿದರು ಅಭಿನಯಿಸಿದ್ದಾರೆ. ಕಾರ್ಯಕ್ರಮದಲ್ಲಿ ಚಿತ್ರತಂಡದ ಕಲಾವಿದರು ಮತ್ತು ತಂತ್ರಜ್ಞರು "ಬಾಸ್" ಚಿತ್ರದ ಕುರಿತು ತಮ್ಮ ಅನುಭವಗಳನ್ನು ಹಂಚಿಕೊಂಡರು. [1065,1446,1433,1629]
mallige-column-2: ನಿರ್ಮಿಸಿಕೊಳ್ಳುವ ಆಕೆಯ ಪ್ರೇರಣಾದಾಯಕ ಬದುಕಿನ ಪಯಣವೇ ಈ ಚಿತ್ರದ ಕಥಾವಸ್ತು. ಲೇಖಕ ಆಶಾ ಗುರುರಾಜ್ ಅವರ ಕಾದಂಬರಿಯನ್ನು ಆಧರಿಸಿ ನಿರ್ಮಾಣವಾಗುತ್ತಿರುವ ಈ ಚಿತ್ರಕ್ಕೆ ಸ್ಕ್ರೀನ್ ಪ್ಲೇ ಶಿವು ಅವರು ಚಿತ್ರಕಥೆ ಮತ್ತು ಸಂಭಾಷಣೆ ಬರೆದು ನಿರ್ದೇಶನ ಮಾಡುತ್ತಿದ್ದಾರೆ. ಈ ಹಿಂದೆ "ನಿಸರ್ಗ" ಚಿತ್ರ ನಿರ್ದೇಶಿಸಿದ್ದ ಸ್ಟೈಲ್ ಶಿವು ಅವರ ನಿರ್ದೇಶನದ ಚಿತ್ರ ಇದಾಗಿದೆ. ಮಹಿಳಾ ದಿನಾಚರಣೆಯ ಅಂಗವಾಗಿ ನಡೆದ ಕಾರ್ಯಕ್ರಮದಲ್ಲಿ ಸಹಾಯಕ ಪೊಲೀಸ್ ಕಮಿಷನರ್ ಡಾ. ಪ್ರಿಯದರ್ಶಿನಿ ಈಶ್ವರ್ ಸಾಣೆಕೊಪ್ಪ ಅವರು ಚಿತ್ರದ ಪೋಸ್ಟರ್ ಬಿಡುಗಡೆ ಮಾಡಿ ಚಿತ್ರತಂಡಕ್ಕೆ ಶುಭ ಹಾರೈಸಿದರು. ಕಾರ್ಯಕ್ರಮದಲ್ಲಿ ಹಿರಿಯ ನಟಿ ಮೈಸೂರು ರಮಾನಂದ್ ಸಹ ಉಪಸ್ಥಿತರಿದ್ದರು. ಭೂಮಿಕಾ ಸಿನಿ ಪ್ರೊಡಕ್ಷನ್ಸ್ ಲಾಂಛನದಲ್ಲಿ ಬಿ.ಕೆ. ಶಿವಕುಮಾರ್ ನಿರ್ಮಿಸುತ್ತಿರುವ ಈ ಚಿತ್ರದಲ್ಲಿ ಕಥಾಲೇಖಕಿ ಆಶಾ ಗುರುರಾಜ್ ಅವರೇ ಸಮಾಜದಲ್ಲಿ ನೊಂದ ಹೆಣ್ಣುಮಕ್ಕಳ ಪ್ರತಿನಿಧಿಯಾಗಿ ನಾಯಕಿಯ ಪಾತ್ರದಲ್ಲಿ ಅಭಿನಯಿಸುತ್ತಿದ್ದಾರೆ. ಚಿತ್ರಕ್ಕೆ ರವಿ ಸುವರ್ಣ ಛಾಯಾಗ್ರಹಣ, ವಿನು ಮನಸು ಸಂಗೀತ ಸಂಯೋಜನೆ, ಮೌನಿಶ್ ಹಾಗೂ ಶೇಖು ಸಂಕಲನ ನಿಭಾಯಿಸುತ್ತಿದ್ದಾರೆ. ಉಳಿದ ತಾರಾಗಣ ಹಾಗೂ ತಾಂತ್ರಿಕ ವರ್ಗದ ಆಯ್ಕೆ ಪ್ರಕ್ರಿಯೆ ನಡೆಯುತ್ತಿದ್ದು, ಶೀಘ್ರದಲ್ಲೇ ಚಿತ್ರದ ಚಿತ್ರೀಕರಣ ಆರಂಭವಾಗಲಿದೆ. [1238,1791,1443,2273]
akshay-teaser-photo [943,662,1433,1055]
section-title-line1: ಚಿತ್ರ [342,126,450,226]
nora-badge-line1: ಹೊಸ [564,846,603,870]
boss-group-photo [1065,1177,1433,1436]
nora-headline [605,79,921,418]
mallige-title-line2b: 'ಮಳ್ಳಿನ ಗುಲಾಬಿ' [1128,1721,1361,1766]
